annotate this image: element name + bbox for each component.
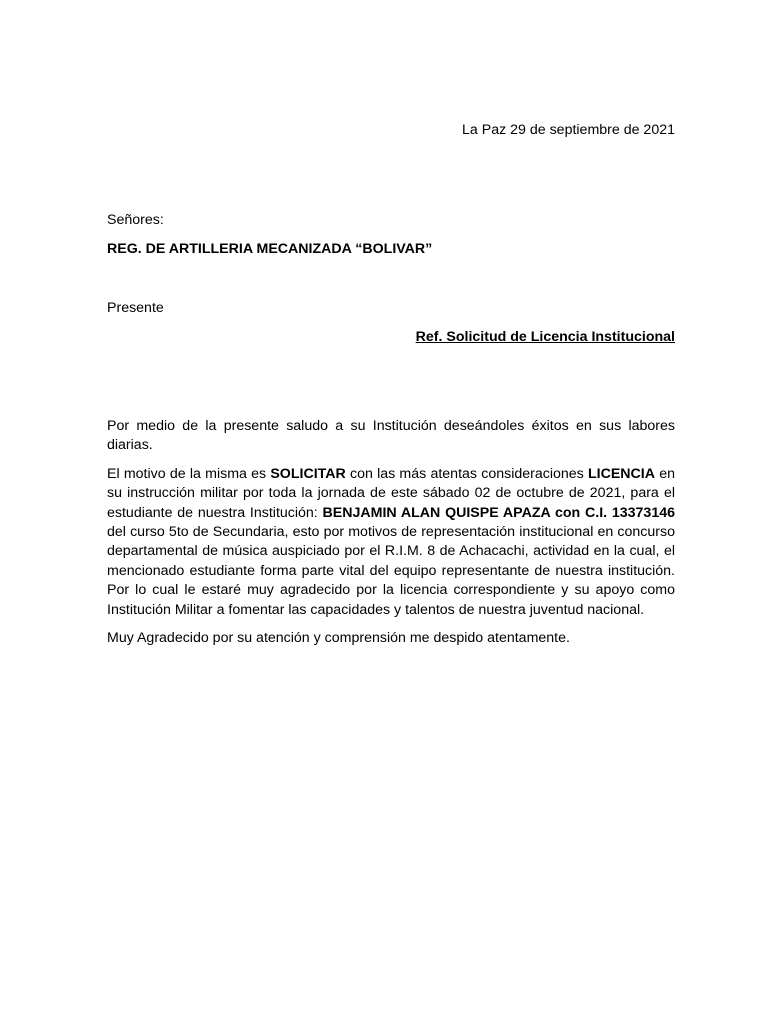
letter-recipient: REG. DE ARTILLERIA MECANIZADA “BOLIVAR” <box>107 241 433 257</box>
request-text-1: El motivo de la misma es <box>107 465 271 482</box>
letter-reference: Ref. Solicitud de Licencia Institucional <box>415 329 675 345</box>
request-bold-solicitar: SOLICITAR <box>270 465 346 482</box>
request-text-3: en su instrucción militar por toda la jornada de este sábado 02 de octubre de 2021, para el estudiante de nuestra Institución: <box>107 465 675 521</box>
body-paragraph-closing: Muy Agradecido por su atención y comprensión me despido atentamente. <box>107 630 570 647</box>
letter-greeting: Señores: <box>107 212 164 228</box>
request-bold-student: BENJAMIN ALAN QUISPE APAZA con C.I. 13373146 <box>322 504 675 521</box>
request-text-2: con las más atentas consideraciones <box>345 465 588 482</box>
request-bold-licencia: LICENCIA <box>587 465 655 482</box>
letter-date: La Paz 29 de septiembre de 2021 <box>462 122 675 138</box>
letter-body <box>107 417 675 657</box>
request-text-4: del curso 5to de Secundaria, esto por motivos de representación institucional en concurso departamental de música auspiciado por el R.I.M. 8 de Achacachi, actividad en la cual, el mencionado estudiante forma parte vital del equipo representante de nuestra institución. Por lo cual le estaré muy agradecido por la licencia correspondiente y su apoyo como Institución Militar a fomentar las capacidades y talentos de nuestra juventud nacional. <box>107 524 675 618</box>
letter-presente: Presente <box>107 300 164 316</box>
body-paragraph-greeting: Por medio de la presente saludo a su Institución deseándoles éxitos en sus labores diarias. <box>107 418 675 454</box>
body-paragraph-request <box>107 465 675 620</box>
